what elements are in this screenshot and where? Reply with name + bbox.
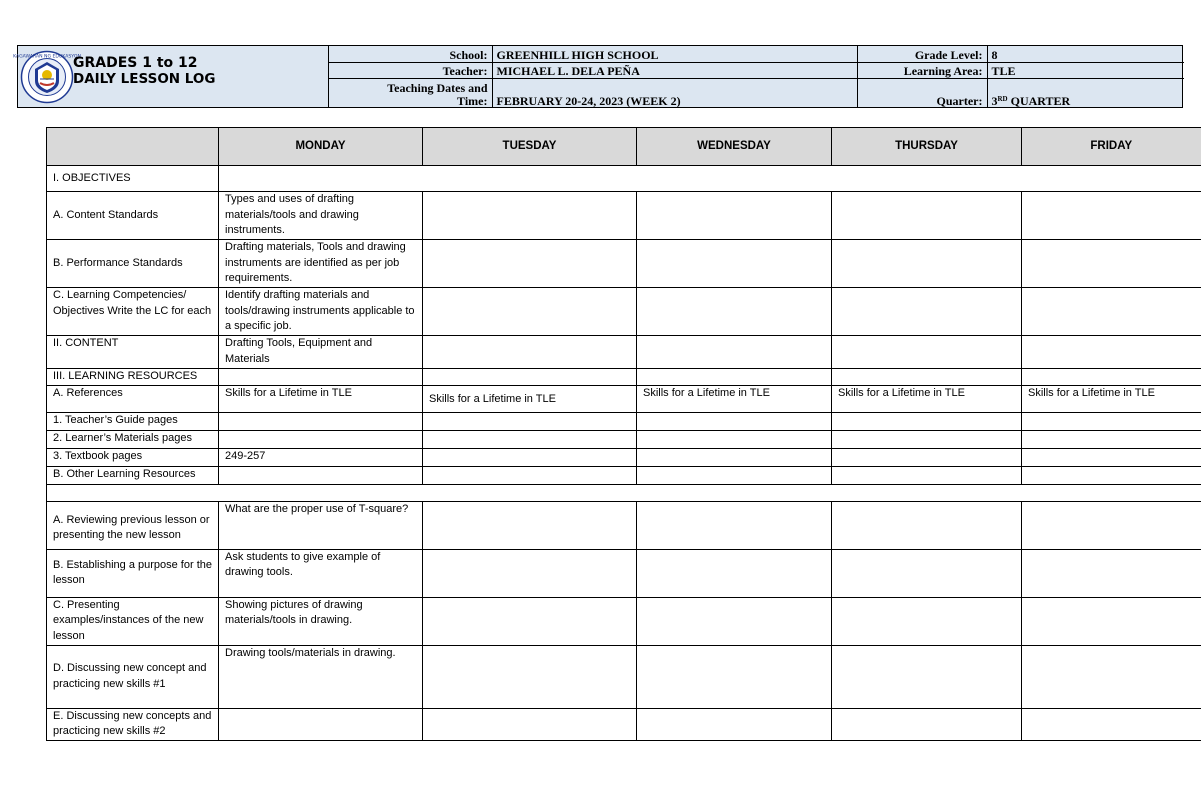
objectives-heading: I. OBJECTIVES xyxy=(47,166,219,192)
logo-text: KAGAWARAN NG EDUKASYON xyxy=(13,54,81,60)
dates-label-line-1: Teaching Dates and xyxy=(387,81,488,95)
spacer-cell xyxy=(47,484,1201,501)
references-row xyxy=(47,385,1201,412)
textbook-row xyxy=(47,448,1201,466)
dates-value: FEBRUARY 20-24, 2023 (WEEK 2) xyxy=(492,78,857,108)
title-line-2: DAILY LESSON LOG xyxy=(73,71,216,87)
quarter-word: QUARTER xyxy=(1007,94,1071,108)
teacher-label: Teacher: xyxy=(329,62,492,78)
empty-cell xyxy=(832,549,1022,597)
empty-cell xyxy=(423,645,637,708)
learners-materials-row xyxy=(47,430,1201,448)
corner-cell xyxy=(47,128,219,166)
empty-cell xyxy=(832,240,1022,288)
lesson-log-table xyxy=(46,127,1201,741)
performance-standards-row xyxy=(47,240,1201,288)
empty-cell xyxy=(637,466,832,484)
discussing2-row xyxy=(47,708,1201,740)
empty-cell xyxy=(637,501,832,549)
empty-cell xyxy=(1022,369,1201,386)
empty-cell xyxy=(832,708,1022,740)
learning-resources-row xyxy=(47,369,1201,386)
teachers-guide-label: 1. Teacher’s Guide pages xyxy=(47,412,219,430)
empty-cell xyxy=(1022,501,1201,549)
reviewing-monday: What are the proper use of T-square? xyxy=(219,501,423,549)
empty-cell xyxy=(832,597,1022,645)
objectives-row xyxy=(47,166,1201,192)
textbook-monday: 249-257 xyxy=(219,448,423,466)
learners-materials-label: 2. Learner’s Materials pages xyxy=(47,430,219,448)
empty-cell xyxy=(637,336,832,369)
day-header-row xyxy=(47,128,1201,166)
learning-area-value: TLE xyxy=(987,62,1184,78)
school-label: School: xyxy=(329,46,492,62)
day-header-tuesday: TUESDAY xyxy=(423,128,637,166)
empty-cell xyxy=(219,466,423,484)
discussing1-label: D. Discussing new concept and practicing new skills #1 xyxy=(47,645,219,708)
empty-cell xyxy=(637,192,832,240)
log-title xyxy=(73,55,328,87)
presenting-monday: Showing pictures of drawing materials/tools in drawing. xyxy=(219,597,423,645)
quarter-number: 3 xyxy=(991,94,998,108)
references-tuesday: Skills for a Lifetime in TLE xyxy=(423,385,637,412)
empty-cell xyxy=(423,412,637,430)
empty-cell xyxy=(637,549,832,597)
empty-cell xyxy=(1022,448,1201,466)
grade-level-value: 8 xyxy=(987,46,1184,62)
dates-label-line-2: Time: xyxy=(457,94,488,108)
content-standards-row xyxy=(47,192,1201,240)
empty-cell xyxy=(423,240,637,288)
content-standards-monday: Types and uses of drafting materials/tools and drawing instruments. xyxy=(219,192,423,240)
empty-cell xyxy=(1022,645,1201,708)
empty-cell xyxy=(832,466,1022,484)
empty-cell xyxy=(637,448,832,466)
empty-cell xyxy=(832,336,1022,369)
establishing-row xyxy=(47,549,1201,597)
empty-cell xyxy=(423,549,637,597)
empty-cell xyxy=(637,288,832,336)
references-label: A. References xyxy=(47,385,219,412)
day-header-thursday: THURSDAY xyxy=(832,128,1022,166)
empty-cell xyxy=(423,501,637,549)
discussing2-label: E. Discussing new concepts and practicing new skills #2 xyxy=(47,708,219,740)
quarter-label: Quarter: xyxy=(857,78,987,108)
presenting-label: C. Presenting examples/instances of the new lesson xyxy=(47,597,219,645)
references-thursday: Skills for a Lifetime in TLE xyxy=(832,385,1022,412)
discussing1-monday: Drawing tools/materials in drawing. xyxy=(219,645,423,708)
empty-cell xyxy=(1022,192,1201,240)
content-row xyxy=(47,336,1201,369)
performance-standards-label: B. Performance Standards xyxy=(47,240,219,288)
teachers-guide-row xyxy=(47,412,1201,430)
discussing1-row xyxy=(47,645,1201,708)
empty-cell xyxy=(1022,240,1201,288)
empty-cell xyxy=(637,645,832,708)
textbook-label: 3. Textbook pages xyxy=(47,448,219,466)
empty-cell xyxy=(219,430,423,448)
empty-cell xyxy=(423,288,637,336)
empty-cell xyxy=(637,412,832,430)
content-monday: Drafting Tools, Equipment and Materials xyxy=(219,336,423,369)
deped-seal-icon xyxy=(13,50,81,104)
establishing-label: B. Establishing a purpose for the lesson xyxy=(47,549,219,597)
grade-level-label: Grade Level: xyxy=(857,46,987,62)
empty-cell xyxy=(832,369,1022,386)
quarter-value xyxy=(987,78,1184,108)
empty-cell xyxy=(832,645,1022,708)
dates-label xyxy=(329,78,492,108)
empty-cell xyxy=(219,708,423,740)
empty-cell xyxy=(637,240,832,288)
references-monday: Skills for a Lifetime in TLE xyxy=(219,385,423,412)
objectives-span-cell xyxy=(219,166,1201,192)
spacer-row xyxy=(47,484,1201,501)
day-header-wednesday: WEDNESDAY xyxy=(637,128,832,166)
teacher-value: MICHAEL L. DELA PEÑA xyxy=(492,62,857,78)
empty-cell xyxy=(832,412,1022,430)
empty-cell xyxy=(1022,466,1201,484)
day-header-friday: FRIDAY xyxy=(1022,128,1201,166)
references-wednesday: Skills for a Lifetime in TLE xyxy=(637,385,832,412)
empty-cell xyxy=(1022,412,1201,430)
empty-cell xyxy=(832,192,1022,240)
presenting-row xyxy=(47,597,1201,645)
quarter-suffix: RD xyxy=(997,95,1008,103)
empty-cell xyxy=(219,369,423,386)
learning-area-label: Learning Area: xyxy=(857,62,987,78)
empty-cell xyxy=(832,501,1022,549)
learning-competencies-row xyxy=(47,288,1201,336)
empty-cell xyxy=(1022,430,1201,448)
empty-cell xyxy=(637,430,832,448)
reviewing-row xyxy=(47,501,1201,549)
empty-cell xyxy=(423,430,637,448)
learning-competencies-label: C. Learning Competencies/ Objectives Write the LC for each xyxy=(47,288,219,336)
empty-cell xyxy=(423,369,637,386)
learning-competencies-monday: Identify drafting materials and tools/drawing instruments applicable to a specific job. xyxy=(219,288,423,336)
empty-cell xyxy=(423,192,637,240)
empty-cell xyxy=(423,466,637,484)
empty-cell xyxy=(423,448,637,466)
empty-cell xyxy=(637,597,832,645)
empty-cell xyxy=(423,708,637,740)
content-label: II. CONTENT xyxy=(47,336,219,369)
day-header-monday: MONDAY xyxy=(219,128,423,166)
references-friday: Skills for a Lifetime in TLE xyxy=(1022,385,1201,412)
content-standards-label: A. Content Standards xyxy=(47,192,219,240)
performance-standards-monday: Drafting materials, Tools and drawing instruments are identified as per job requirements. xyxy=(219,240,423,288)
empty-cell xyxy=(832,288,1022,336)
empty-cell xyxy=(423,336,637,369)
empty-cell xyxy=(637,369,832,386)
empty-cell xyxy=(423,597,637,645)
empty-cell xyxy=(1022,549,1201,597)
empty-cell xyxy=(219,412,423,430)
other-resources-label: B. Other Learning Resources xyxy=(47,466,219,484)
learning-resources-heading: III. LEARNING RESOURCES xyxy=(47,369,219,386)
empty-cell xyxy=(637,708,832,740)
empty-cell xyxy=(832,448,1022,466)
title-line-1: GRADES 1 to 12 xyxy=(73,55,198,71)
log-header xyxy=(13,45,1183,108)
empty-cell xyxy=(1022,708,1201,740)
empty-cell xyxy=(1022,336,1201,369)
reviewing-label: A. Reviewing previous lesson or presenting the new lesson xyxy=(47,501,219,549)
establishing-monday: Ask students to give example of drawing tools. xyxy=(219,549,423,597)
school-value: GREENHILL HIGH SCHOOL xyxy=(492,46,857,62)
empty-cell xyxy=(1022,288,1201,336)
header-info-table xyxy=(329,46,1184,108)
empty-cell xyxy=(832,430,1022,448)
other-resources-row xyxy=(47,466,1201,484)
empty-cell xyxy=(1022,597,1201,645)
